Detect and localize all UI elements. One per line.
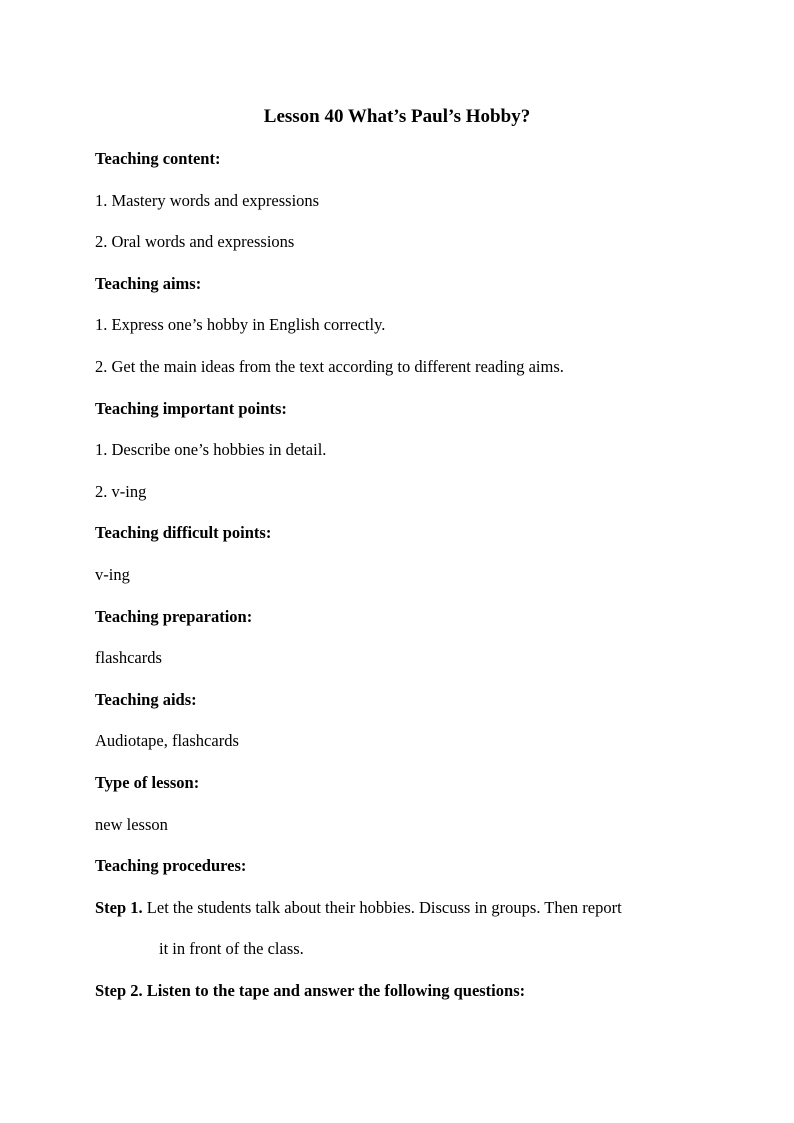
teaching-aims-item-2: 2. Get the main ideas from the text according to different reading aims. [95, 357, 564, 376]
step-2-heading: Step 2. Listen to the tape and answer the following questions: [95, 981, 526, 1000]
step-1-continuation: it in front of the class. [159, 939, 304, 958]
step-1-text: Let the students talk about their hobbies. Discuss in groups. Then report [142, 898, 622, 917]
teaching-aims-heading: Teaching aims: [95, 274, 202, 293]
important-points-heading: Teaching important points: [95, 399, 287, 418]
difficult-points-text: v-ing [95, 565, 130, 584]
teaching-aims-item-1: 1. Express one’s hobby in English correctly. [95, 315, 386, 334]
step-1-label: Step 1. [95, 898, 143, 917]
aids-heading: Teaching aids: [95, 690, 197, 709]
preparation-text: flashcards [95, 648, 162, 667]
preparation-heading: Teaching preparation: [95, 607, 253, 626]
lesson-title: Lesson 40 What’s Paul’s Hobby? [263, 106, 531, 127]
important-points-item-2: 2. v-ing [95, 482, 147, 501]
teaching-content-heading: Teaching content: [95, 149, 221, 168]
procedures-heading: Teaching procedures: [95, 856, 247, 875]
difficult-points-heading: Teaching difficult points: [95, 523, 272, 542]
step-1-line [95, 898, 622, 918]
lesson-type-heading: Type of lesson: [95, 773, 200, 792]
lesson-type-text: new lesson [95, 815, 168, 834]
teaching-content-item-2: 2. Oral words and expressions [95, 232, 295, 251]
important-points-item-1: 1. Describe one’s hobbies in detail. [95, 440, 327, 459]
aids-text: Audiotape, flashcards [95, 731, 239, 750]
teaching-content-item-1: 1. Mastery words and expressions [95, 191, 320, 210]
